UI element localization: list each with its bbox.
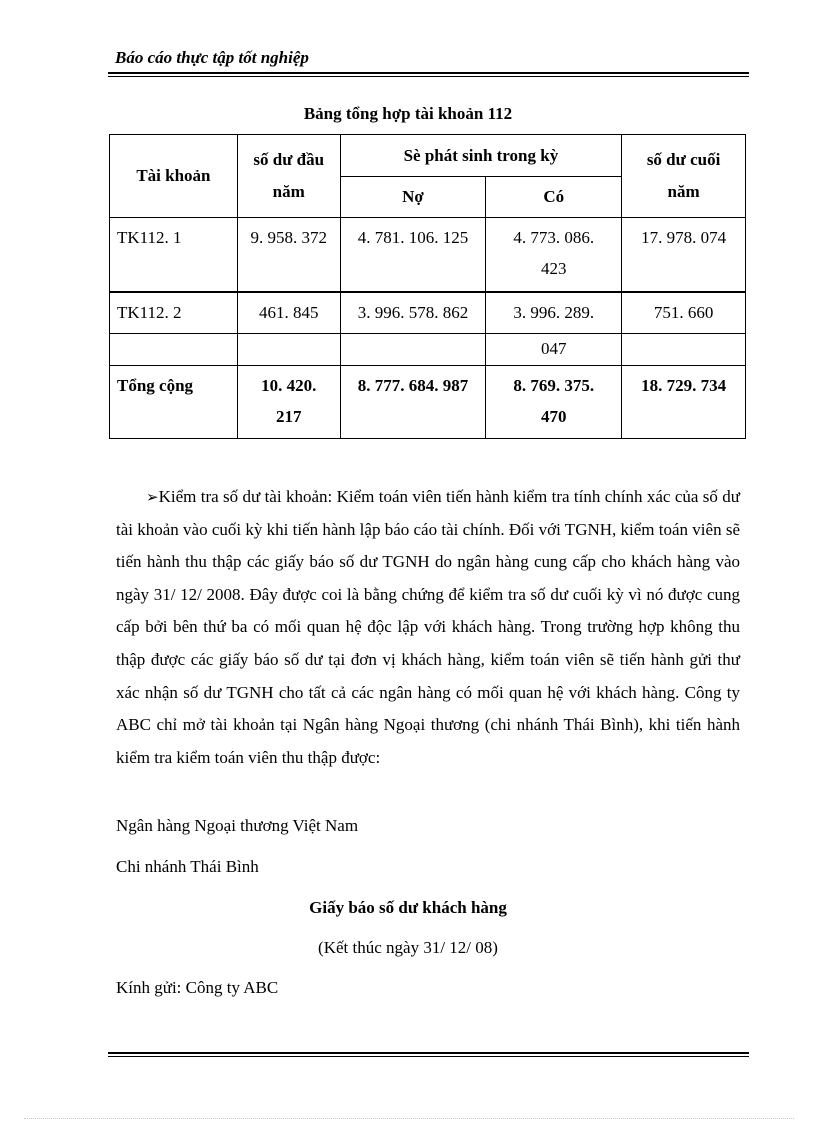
page-edge-divider	[24, 1118, 794, 1119]
cell-closing: 17. 978. 074	[622, 218, 746, 292]
account-summary-table	[109, 134, 746, 439]
cell-total-opening: 10. 420. 217	[237, 366, 340, 439]
bank-branch: Chi nhánh Thái Bình	[116, 857, 259, 876]
cell-closing: 751. 660	[622, 292, 746, 334]
table-row	[110, 334, 746, 366]
cell-account	[110, 334, 238, 366]
body-paragraph	[116, 481, 740, 774]
header-rule-thick	[108, 72, 749, 74]
header-rule-thin	[108, 76, 749, 77]
table-row	[110, 218, 746, 292]
cell-total-label: Tổng cộng	[110, 366, 238, 439]
cell-total-credit: 8. 769. 375. 470	[486, 366, 622, 439]
header-debit: Nợ	[340, 177, 486, 218]
cell-credit: 047	[486, 334, 622, 366]
cell-debit: 3. 996. 578. 862	[340, 292, 486, 334]
cell-debit	[340, 334, 486, 366]
cell-credit: 4. 773. 086. 423	[486, 218, 622, 292]
cell-opening: 461. 845	[237, 292, 340, 334]
cell-opening: 9. 958. 372	[237, 218, 340, 292]
page-header-title: Báo cáo thực tập tốt nghiệp	[115, 48, 309, 67]
header-movement: Sè phát sinh trong kỳ	[340, 135, 621, 177]
paragraph-text: Kiểm tra số dư tài khoản: Kiểm toán viên tiến hành kiểm tra tính chính xác của số dư tài khoản vào cuối kỳ khi tiến hành lập báo cáo tài chính. Đối với TGNH, kiểm toán viên sẽ tiến hành thu thập các giấy báo số dư TGNH do ngân hàng cung cấp cho khách hàng vào ngày 31/ 12/ 2008. Đây được coi là bằng chứng để kiểm tra số dư cuối kỳ vì nó được cung cấp bởi bên thứ ba có mối quan hệ độc lập với khách hàng. Trong trường hợp không thu thập được các giấy báo số dư tại đơn vị khách hàng, kiểm toán viên sẽ tiến hành gửi thư xác nhận số dư TGNH cho tất cả các ngân hàng có mối quan hệ với khách hàng. Công ty ABC chỉ mở tài khoản tại Ngân hàng Ngoại thương (chi nhánh Thái Bình), khi tiến hành kiểm tra kiểm toán viên thu thập được:	[116, 487, 740, 767]
cell-account: TK112. 1	[110, 218, 238, 292]
table-title: Bảng tổng hợp tài khoản 112	[303, 104, 513, 123]
footer-rule-thin	[108, 1056, 749, 1057]
cell-total-debit: 8. 777. 684. 987	[340, 366, 486, 439]
notice-subtitle: (Kết thúc ngày 31/ 12/ 08)	[318, 938, 498, 957]
table-total-row	[110, 366, 746, 439]
bank-name: Ngân hàng Ngoại thương Việt Nam	[116, 816, 359, 835]
cell-account: TK112. 2	[110, 292, 238, 334]
cell-total-closing: 18. 729. 734	[622, 366, 746, 439]
table-row	[110, 292, 746, 334]
cell-debit: 4. 781. 106. 125	[340, 218, 486, 292]
cell-opening	[237, 334, 340, 366]
cell-closing	[622, 334, 746, 366]
salutation: Kính gửi: Công ty ABC	[116, 978, 279, 997]
notice-title: Giấy báo số dư khách hàng	[309, 898, 507, 917]
header-credit: Có	[486, 177, 622, 218]
header-account: Tài khoản	[110, 135, 238, 218]
header-closing-balance: số dư cuối năm	[622, 135, 746, 218]
cell-credit: 3. 996. 289.	[486, 292, 622, 334]
header-opening-balance: số dư đầu năm	[237, 135, 340, 218]
arrow-bullet-icon: ➢	[146, 488, 159, 506]
footer-rule-thick	[108, 1052, 749, 1054]
